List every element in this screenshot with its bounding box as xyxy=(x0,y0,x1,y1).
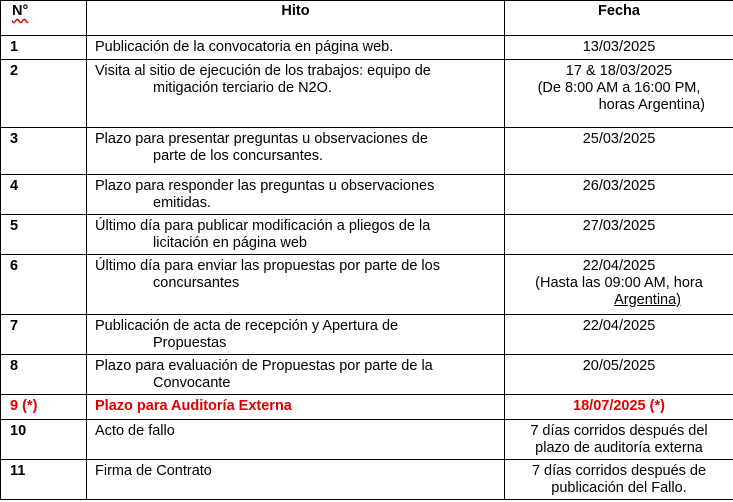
row-num: 9 (*) xyxy=(1,395,87,420)
hito-line-1: Último día para enviar las propuestas por parte de los xyxy=(95,258,440,274)
fecha-line-1: 22/04/2025 xyxy=(582,258,656,274)
row-hito xyxy=(87,355,505,395)
row-hito xyxy=(87,128,505,175)
row-hito xyxy=(87,175,505,215)
fecha-line-3: Argentina) xyxy=(614,292,681,308)
row-num: 5 xyxy=(1,215,87,255)
row-fecha xyxy=(505,355,733,395)
row-num: 2 xyxy=(1,60,87,128)
table-row xyxy=(1,420,733,460)
fecha-line-3: horas Argentina) xyxy=(598,97,705,113)
row-hito xyxy=(87,460,505,500)
row-fecha xyxy=(505,395,733,420)
row-hito xyxy=(87,315,505,355)
table-row xyxy=(1,460,733,500)
hito-line-1: Último día para publicar modificación a pliegos de la xyxy=(95,218,431,234)
table-row xyxy=(1,175,733,215)
hito-line-1: Publicación de la convocatoria en página web. xyxy=(95,39,394,55)
table-row xyxy=(1,128,733,175)
row-num: 3 xyxy=(1,128,87,175)
row-num: 11 xyxy=(1,460,87,500)
fecha-line-2: plazo de auditoría externa xyxy=(535,440,703,456)
fecha-line-1: 17 & 18/03/2025 xyxy=(565,63,673,79)
hito-line-1: Plazo para evaluación de Propuestas por parte de la xyxy=(95,358,433,374)
fecha-line-1: 18/07/2025 (*) xyxy=(573,398,665,414)
fecha-line-1: 20/05/2025 xyxy=(582,358,656,374)
row-fecha xyxy=(505,215,733,255)
row-hito xyxy=(87,420,505,460)
row-hito xyxy=(87,215,505,255)
hito-line-2: concursantes xyxy=(153,275,240,291)
hito-line-2: Convocante xyxy=(153,375,231,391)
table-row xyxy=(1,355,733,395)
hito-line-1: Visita al sitio de ejecución de los trabajos: equipo de xyxy=(95,63,431,79)
fecha-line-1: 13/03/2025 xyxy=(582,39,656,55)
row-fecha xyxy=(505,60,733,128)
fecha-line-1: 27/03/2025 xyxy=(582,218,656,234)
hito-line-1: Plazo para responder las preguntas u observaciones xyxy=(95,178,435,194)
hito-line-2: parte de los concursantes. xyxy=(153,148,324,164)
row-num: 6 xyxy=(1,255,87,315)
row-hito xyxy=(87,255,505,315)
fecha-line-1: 26/03/2025 xyxy=(582,178,656,194)
hito-line-1: Acto de fallo xyxy=(95,423,175,439)
fecha-line-1: 22/04/2025 xyxy=(582,318,656,334)
header-num-label: N° xyxy=(12,3,29,19)
row-fecha xyxy=(505,255,733,315)
row-num: 10 xyxy=(1,420,87,460)
hito-line-2: emitidas. xyxy=(153,195,212,211)
row-fecha xyxy=(505,460,733,500)
row-fecha xyxy=(505,175,733,215)
row-hito xyxy=(87,395,505,420)
row-fecha xyxy=(505,315,733,355)
row-num: 1 xyxy=(1,36,87,60)
row-fecha xyxy=(505,36,733,60)
header-num xyxy=(1,1,87,36)
table-row xyxy=(1,315,733,355)
fecha-line-1: 7 días corridos después del xyxy=(530,423,708,439)
row-fecha xyxy=(505,128,733,175)
hito-line-2: Propuestas xyxy=(153,335,227,351)
row-num: 4 xyxy=(1,175,87,215)
row-hito xyxy=(87,36,505,60)
header-fecha: Fecha xyxy=(505,1,733,36)
fecha-line-1: 25/03/2025 xyxy=(582,131,656,147)
hito-line-1: Plazo para Auditoría Externa xyxy=(95,398,292,414)
hito-line-1: Firma de Contrato xyxy=(95,463,212,479)
fecha-line-2: (De 8:00 AM a 16:00 PM, xyxy=(537,80,701,96)
header-hito: Hito xyxy=(87,1,505,36)
fecha-line-2: (Hasta las 09:00 AM, hora xyxy=(535,275,703,291)
row-num: 7 xyxy=(1,315,87,355)
table-row xyxy=(1,215,733,255)
fecha-line-1: 7 días corridos después de xyxy=(531,463,707,479)
hito-line-1: Publicación de acta de recepción y Apertura de xyxy=(95,318,399,334)
table-row xyxy=(1,255,733,315)
hito-line-2: mitigación terciario de N2O. xyxy=(153,80,332,96)
table-row xyxy=(1,36,733,60)
hito-line-2: licitación en página web xyxy=(153,235,307,251)
row-num: 8 xyxy=(1,355,87,395)
row-fecha xyxy=(505,420,733,460)
row-hito xyxy=(87,60,505,128)
header-row xyxy=(1,1,733,36)
hito-line-1: Plazo para presentar preguntas u observaciones de xyxy=(95,131,428,147)
fecha-line-2: publicación del Fallo. xyxy=(551,480,687,496)
table-row xyxy=(1,60,733,128)
table-row-highlighted xyxy=(1,395,733,420)
